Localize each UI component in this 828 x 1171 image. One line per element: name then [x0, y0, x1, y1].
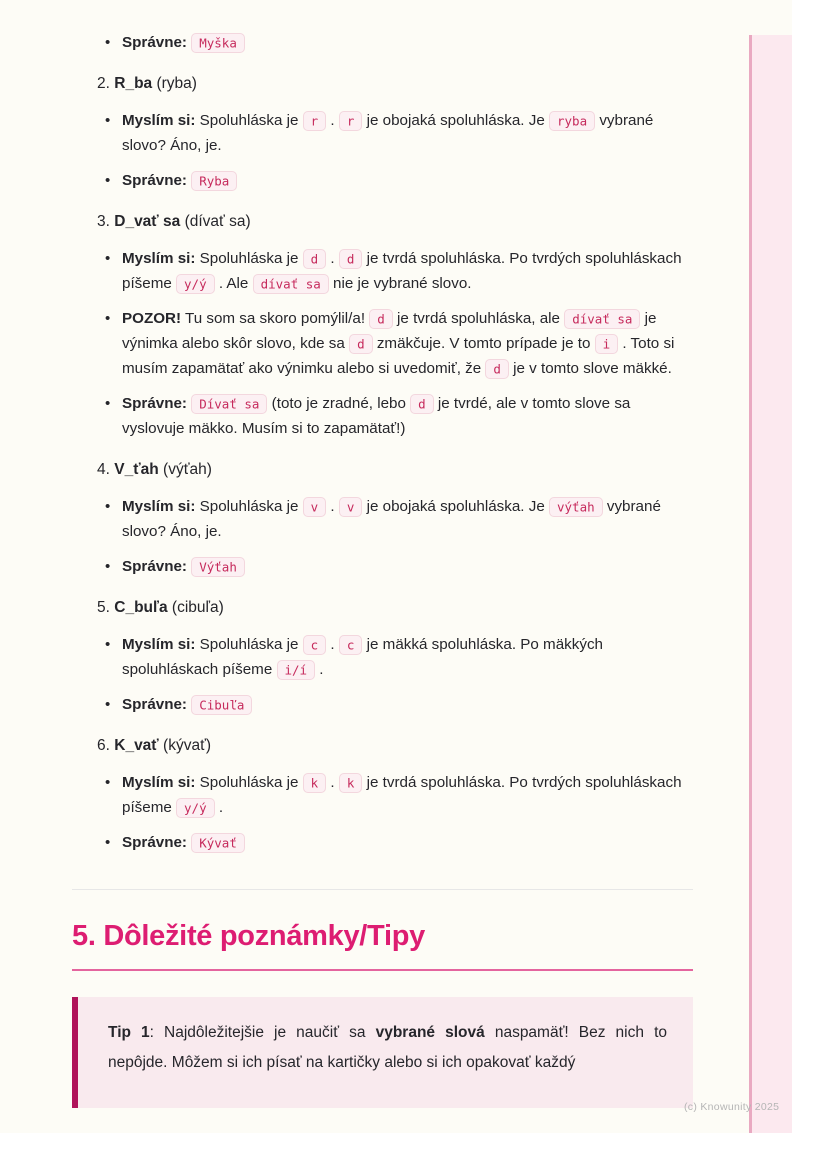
text-run: (toto je zradné, lebo — [267, 395, 411, 412]
bold-label: Tip 1 — [108, 1024, 150, 1041]
text-run: je tvrdé, ale v tomto slove sa vyslovuje mäkko. Musím si to zapamätať!) — [122, 395, 631, 437]
word-item — [72, 459, 693, 579]
item-hint: (dívať sa) — [184, 213, 251, 230]
section-divider — [72, 889, 693, 890]
bold-label: Správne: — [122, 558, 187, 575]
bullet-text — [122, 554, 693, 579]
bullet-marker: • — [105, 395, 111, 412]
text-run: . — [326, 774, 339, 791]
item-number: 5. — [97, 599, 110, 616]
copyright-watermark: (c) Knowunity 2025 — [684, 1101, 780, 1113]
text-run: Spoluhláska je — [195, 250, 303, 267]
item-number: 2. — [97, 75, 110, 92]
code-badge: Myška — [191, 33, 245, 53]
bullet-item — [105, 391, 693, 441]
text-run: je obojaká spoluhláska. Je — [362, 498, 549, 515]
code-badge: y/ý — [176, 798, 215, 818]
bullet-marker: • — [105, 774, 111, 791]
code-badge: d — [303, 249, 327, 269]
bullet-text — [122, 632, 693, 682]
word-item-title — [97, 211, 693, 232]
code-badge: c — [339, 635, 363, 655]
code-badge: d — [339, 249, 363, 269]
bullet-text — [122, 30, 693, 55]
bold-label: Myslím si: — [122, 636, 196, 653]
page-accent-band — [749, 35, 792, 1133]
bullet-list — [105, 108, 693, 193]
code-badge: d — [485, 359, 509, 379]
code-badge: Cibuľa — [191, 695, 252, 715]
word-list — [72, 30, 693, 855]
item-word: D_vať sa — [114, 213, 181, 230]
bold-label: vybrané slová — [375, 1024, 485, 1041]
bold-label: POZOR! — [122, 310, 182, 327]
code-badge: r — [339, 111, 363, 131]
word-item — [72, 211, 693, 441]
bullet-marker: • — [105, 112, 111, 129]
bullet-marker: • — [105, 636, 111, 653]
bullet-item — [105, 30, 693, 55]
word-item-title — [97, 459, 693, 480]
code-badge: y/ý — [176, 274, 215, 294]
code-badge: dívať sa — [253, 274, 329, 294]
item-number: 6. — [97, 737, 110, 754]
section-heading: 5. Dôležité poznámky/Tipy — [72, 920, 693, 971]
bullet-text — [122, 770, 693, 820]
item-hint: (ryba) — [156, 75, 197, 92]
bold-label: Myslím si: — [122, 774, 196, 791]
bullet-item — [105, 830, 693, 855]
bold-label: Správne: — [122, 696, 187, 713]
text-run: je obojaká spoluhláska. Je — [362, 112, 549, 129]
bullet-text — [122, 830, 693, 855]
word-item — [72, 735, 693, 855]
text-run: naspamäť! Bez nich to nepôjde. Môžem si ich písať na kartičky alebo si ich opakovať každý — [108, 1024, 667, 1071]
bullet-item — [105, 494, 693, 544]
bullet-item — [105, 108, 693, 158]
bold-label: Správne: — [122, 34, 187, 51]
item-word: C_buľa — [114, 599, 168, 616]
code-badge: c — [303, 635, 327, 655]
bold-label: Správne: — [122, 834, 187, 851]
word-item-title — [97, 597, 693, 618]
text-run: je v tomto slove mäkké. — [508, 360, 672, 377]
code-badge: dívať sa — [564, 309, 640, 329]
code-badge: k — [303, 773, 327, 793]
bullet-item — [105, 168, 693, 193]
bullet-list — [105, 632, 693, 717]
text-run: Spoluhláska je — [195, 498, 303, 515]
code-badge: ryba — [549, 111, 595, 131]
word-item-title — [97, 735, 693, 756]
bullet-item — [105, 692, 693, 717]
bullet-item — [105, 770, 693, 820]
text-run: Spoluhláska je — [195, 636, 303, 653]
bullet-text — [122, 494, 693, 544]
tip-text — [108, 1018, 667, 1078]
bullet-list — [105, 30, 693, 55]
bullet-list — [105, 494, 693, 579]
code-badge: k — [339, 773, 363, 793]
word-item — [72, 73, 693, 193]
text-run: Spoluhláska je — [195, 112, 303, 129]
text-run: je tvrdá spoluhláska. Po tvrdých spoluhláskach píšeme — [122, 250, 682, 292]
text-run: vybrané slovo? Áno, je. — [122, 112, 654, 154]
code-badge: d — [369, 309, 393, 329]
tip-box — [72, 997, 693, 1108]
item-word: V_ťah — [114, 461, 159, 478]
code-badge: d — [410, 394, 434, 414]
text-run: . — [326, 636, 339, 653]
text-run: je mäkká spoluhláska. Po mäkkých spoluhláskach píšeme — [122, 636, 603, 678]
bold-label: Správne: — [122, 172, 187, 189]
text-run: . — [326, 498, 339, 515]
bullet-text — [122, 168, 693, 193]
bullet-marker: • — [105, 172, 111, 189]
bullet-marker: • — [105, 250, 111, 267]
bullet-item — [105, 306, 693, 381]
word-item — [72, 597, 693, 717]
bullet-marker: • — [105, 498, 111, 515]
code-badge: r — [303, 111, 327, 131]
text-run: Tu som sa skoro pomýlil/a! — [181, 310, 370, 327]
bullet-text — [122, 306, 693, 381]
text-run: zmäkčuje. V tomto prípade je to — [372, 335, 595, 352]
text-run: : Najdôležitejšie je naučiť sa — [149, 1024, 376, 1041]
item-hint: (kývať) — [163, 737, 212, 754]
text-run: je výnimka alebo skôr slovo, kde sa — [122, 310, 657, 352]
bullet-marker: • — [105, 34, 111, 51]
code-badge: Ryba — [191, 171, 237, 191]
item-hint: (výťah) — [163, 461, 212, 478]
text-run: . Ale — [214, 275, 253, 292]
text-run: vybrané slovo? Áno, je. — [122, 498, 661, 540]
text-run: . Toto si musím zapamätať ako výnimku alebo si uvedomiť, že — [122, 335, 675, 377]
bullet-text — [122, 692, 693, 717]
code-badge: d — [349, 334, 373, 354]
item-number: 4. — [97, 461, 110, 478]
code-badge: i — [595, 334, 619, 354]
bullet-text — [122, 246, 693, 296]
code-badge: v — [339, 497, 363, 517]
item-word: K_vať — [114, 737, 159, 754]
bullet-marker: • — [105, 834, 111, 851]
bullet-marker: • — [105, 558, 111, 575]
bold-label: Správne: — [122, 395, 187, 412]
bullet-text — [122, 108, 693, 158]
text-run: je tvrdá spoluhláska, ale — [392, 310, 565, 327]
bold-label: Myslím si: — [122, 250, 196, 267]
bullet-text — [122, 391, 693, 441]
bullet-list — [105, 770, 693, 855]
bullet-item — [105, 554, 693, 579]
text-run: . — [315, 661, 324, 678]
word-item-title — [97, 73, 693, 94]
code-badge: Kývať — [191, 833, 245, 853]
item-number: 3. — [97, 213, 110, 230]
bullet-item — [105, 246, 693, 296]
text-run: Spoluhláska je — [195, 774, 303, 791]
text-run: nie je vybrané slovo. — [328, 275, 472, 292]
item-hint: (cibuľa) — [171, 599, 224, 616]
bullet-marker: • — [105, 310, 111, 327]
page-content — [72, 0, 693, 1108]
code-badge: Dívať sa — [191, 394, 267, 414]
word-item — [72, 30, 693, 55]
item-word: R_ba — [114, 75, 153, 92]
bold-label: Myslím si: — [122, 112, 196, 129]
bullet-list — [105, 246, 693, 441]
bullet-marker: • — [105, 696, 111, 713]
bullet-item — [105, 632, 693, 682]
text-run: . — [326, 112, 339, 129]
text-run: . — [214, 799, 224, 816]
bold-label: Myslím si: — [122, 498, 196, 515]
code-badge: Výťah — [191, 557, 245, 577]
text-run: je tvrdá spoluhláska. Po tvrdých spoluhláskach píšeme — [122, 774, 682, 816]
text-run: . — [326, 250, 339, 267]
code-badge: v — [303, 497, 327, 517]
code-badge: výťah — [549, 497, 603, 517]
code-badge: i/í — [277, 660, 316, 680]
